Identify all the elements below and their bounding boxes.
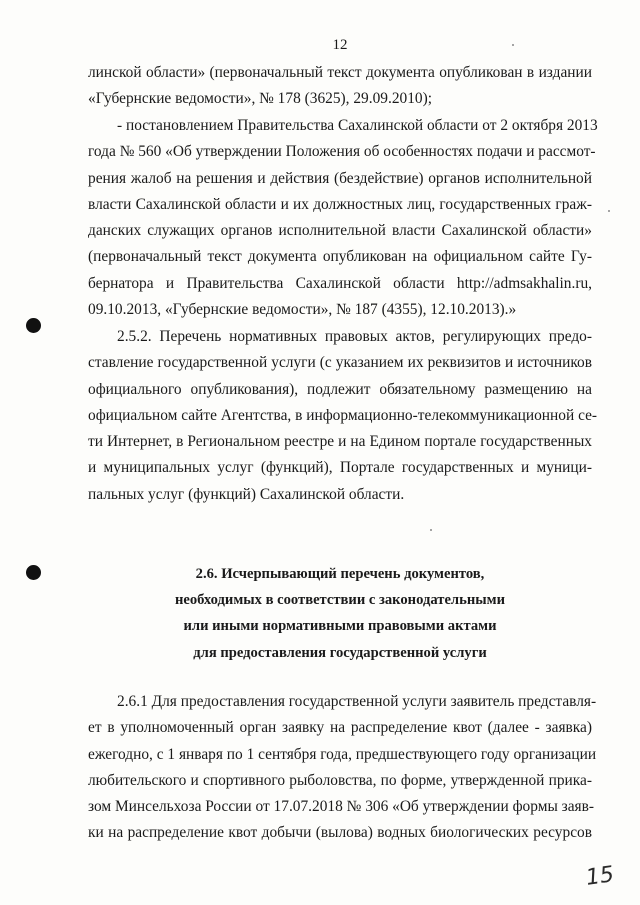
text-line: ет в уполномоченный орган заявку на распределение квот (далее - заявка) — [88, 719, 592, 737]
text-line: власти Сахалинской области и их должностных лиц, государственных граж- — [88, 195, 592, 213]
text-line: любительского и спортивного рыболовства, по форме, утвержденной прика- — [88, 771, 592, 789]
text-line: 2.6.1 Для предоставления государственной услуги заявитель представля- — [117, 693, 597, 710]
punch-hole-mark — [26, 565, 41, 580]
paragraph-continuation — [88, 60, 592, 113]
punch-hole-mark — [26, 318, 41, 333]
text-line: 09.10.2013, «Губернские ведомости», № 187 (4355), 12.10.2013).» — [88, 301, 517, 319]
text-line: официального опубликования), подлежит обязательному размещению на — [88, 380, 592, 398]
scan-speck — [430, 529, 432, 531]
text-line: бернатора и Правительства Сахалинской области http://admsakhalin.ru, — [88, 274, 592, 292]
text-line: официальном сайте Агентства, в информационно-телекоммуникационной се- — [88, 406, 598, 424]
section-heading-2-6 — [88, 561, 592, 666]
paragraph-2-5-2 — [88, 324, 598, 508]
heading-line: 2.6. Исчерпывающий перечень документов, — [195, 566, 485, 582]
handwritten-page-number: 15 — [584, 862, 616, 891]
paragraph-resolution-560 — [88, 113, 598, 323]
heading-line: или иными нормативными правовыми актами — [183, 618, 497, 635]
heading-line: для предоставления государственной услуги — [193, 644, 487, 661]
text-line: зом Минсельхоза России от 17.07.2018 № 306 «Об утверждении формы заяв- — [88, 798, 595, 816]
page-number: 12 — [332, 37, 348, 53]
text-line: и муниципальных услуг (функций), Портале государственных и муници- — [88, 459, 592, 477]
text-line: (первоначальный текст документа опубликован на официальном сайте Гу- — [88, 248, 592, 266]
text-line: линской области» (первоначальный текст документа опубликован в издании — [88, 64, 592, 81]
text-line: пальных услуг (функций) Сахалинской области. — [88, 485, 405, 503]
text-line: года № 560 «Об утверждении Положения об особенностях подачи и рассмот- — [88, 143, 596, 161]
text-line: ти Интернет, в Региональном реестре и на Едином портале государственных — [88, 433, 592, 451]
text-line: рения жалоб на решения и действия (бездействие) органов исполнительной — [88, 169, 592, 187]
heading-line: необходимых в соответствии с законодательными — [175, 592, 505, 609]
text-line: «Губернские ведомости», № 178 (3625), 29.09.2010); — [88, 90, 433, 108]
text-line: данских служащих органов исполнительной власти Сахалинской области» — [88, 222, 592, 240]
scan-speck — [608, 210, 610, 212]
scan-speck — [512, 44, 514, 46]
text-line: - постановлением Правительства Сахалинской области от 2 октября 2013 — [117, 117, 598, 134]
text-line: ежегодно, с 1 января по 1 сентября года, предшествующего году организации — [88, 745, 597, 763]
text-line: ки на распределение квот добычи (вылова) водных биологических ресурсов — [88, 824, 592, 842]
paragraph-2-6-1 — [88, 689, 597, 847]
text-line: 2.5.2. Перечень нормативных правовых актов, регулирующих предо- — [117, 328, 592, 345]
text-line: ставление государственной услуги (с указанием их реквизитов и источников — [88, 354, 592, 372]
